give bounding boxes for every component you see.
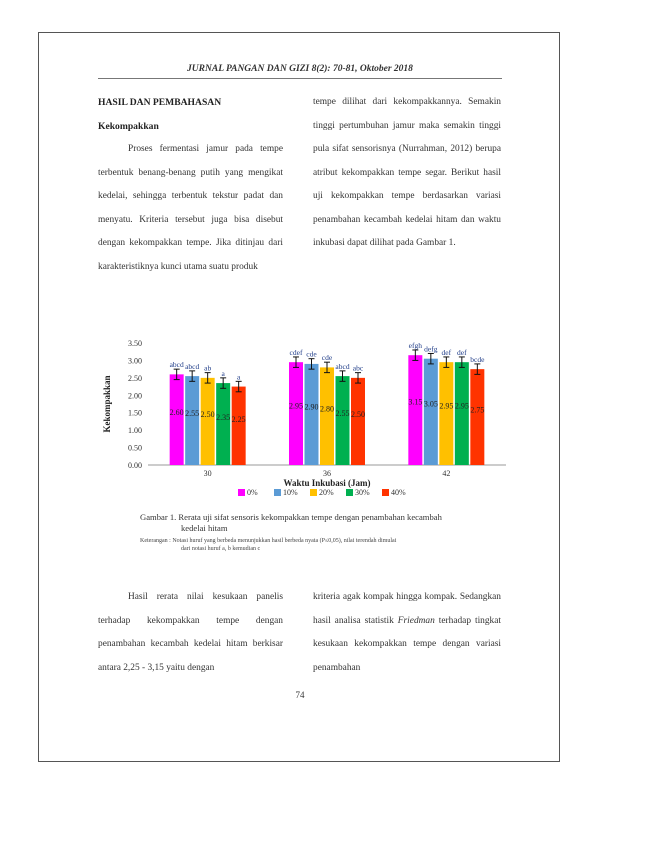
method-name: Friedman <box>397 615 435 626</box>
caption-line: Gambar 1. Rerata uji sifat sensoris kekompakkan tempe dengan penambahan kecambah <box>140 512 442 522</box>
data-label: 2.90 <box>304 402 319 412</box>
bar-10pct-36 <box>305 364 319 465</box>
body-paragraph <box>313 586 501 680</box>
y-tick-label: 1.50 <box>128 408 142 418</box>
legend-label: 10% <box>283 488 298 497</box>
bar-40pct-42 <box>470 369 484 465</box>
y-tick-label: 0.50 <box>128 443 142 453</box>
header-rule <box>98 78 502 79</box>
legend-label: 0% <box>247 488 258 497</box>
paragraph-text: terhadap tingkat kesukaan kekompakkan tempe dengan variasi penambahan <box>313 615 502 673</box>
data-label: 2.50 <box>351 410 365 420</box>
bar-10pct-42 <box>424 359 438 465</box>
notation-letter: cde <box>321 353 333 363</box>
legend-swatch <box>346 489 353 496</box>
notation-letter: efgh <box>408 340 422 350</box>
notation-letter: ab <box>204 363 212 373</box>
legend-label: 40% <box>391 488 406 497</box>
data-label: 2.95 <box>289 401 303 411</box>
legend-swatch <box>310 489 317 496</box>
legend-swatch <box>382 489 389 496</box>
figure-note <box>140 537 500 553</box>
data-label: 2.50 <box>200 410 215 420</box>
x-tick-label: 36 <box>323 469 331 478</box>
bar-40pct-30 <box>232 387 246 465</box>
figure-caption <box>140 512 500 534</box>
subsection-title: Kekompakkan <box>98 120 159 132</box>
notation-letter: def <box>457 347 467 357</box>
caption-line: kedelai hitam <box>181 523 228 533</box>
right-column <box>313 91 501 256</box>
data-label: 2.95 <box>439 401 454 411</box>
right-column-continued <box>313 586 501 680</box>
notation-letter: a <box>236 372 241 382</box>
notation-letter: defg <box>424 344 438 354</box>
data-label: 2.25 <box>231 414 246 424</box>
data-label: 2.80 <box>320 404 334 414</box>
data-label: 2.35 <box>216 412 231 422</box>
x-tick-label: 42 <box>442 469 451 478</box>
bar-30pct-36 <box>336 376 350 465</box>
bar-40pct-36 <box>351 378 365 465</box>
paragraph-text: kriteria agak kompak hingga kompak. Sedangkan hasil analisa statistik <box>313 592 501 626</box>
notation-letter: cdef <box>289 347 303 357</box>
note-line: Keterangan : Notasi huruf yang berbeda menunjukkan hasil berbeda nyata (P≤0,05), nilai terendah dimulai <box>140 538 397 544</box>
bar-30pct-42 <box>455 362 469 465</box>
legend-swatch <box>238 489 245 496</box>
bar-chart <box>96 335 516 503</box>
y-tick-label: 3.50 <box>128 339 142 348</box>
data-label: 2.55 <box>185 409 200 419</box>
notation-letter: abcd <box>335 361 350 371</box>
data-label: 2.60 <box>169 408 184 418</box>
y-axis-label: Kekompakkan <box>102 375 112 433</box>
notation-letter: cde <box>306 349 317 359</box>
notation-letter: a <box>221 368 225 378</box>
bar-10pct-30 <box>185 376 199 465</box>
legend-swatch <box>274 489 281 496</box>
bar-0pct-42 <box>408 355 422 465</box>
legend-label: 20% <box>319 488 334 497</box>
bar-0pct-36 <box>289 362 303 465</box>
page-number: 74 <box>295 690 305 700</box>
y-tick-label: 1.00 <box>128 426 142 436</box>
bar-20pct-42 <box>439 362 453 465</box>
data-label: 2.95 <box>454 401 469 411</box>
data-label: 2.55 <box>335 409 350 419</box>
journal-header: JURNAL PANGAN DAN GIZI 8(2): 70-81, Oktober 2018 <box>187 64 413 74</box>
data-label: 2.75 <box>470 405 485 415</box>
x-tick-label: 30 <box>203 469 212 478</box>
body-paragraph: Hasil rerata nilai kesukaan panelis terhadap kekompakkan tempe dengan penambahan kecambah kedelai hitam berkisar antara 2,25 - 3,15 yaitu dengan <box>98 592 283 673</box>
data-label: 3.15 <box>408 397 423 407</box>
notation-letter: abcd <box>169 360 184 370</box>
section-title: HASIL DAN PEMBAHASAN <box>98 97 222 108</box>
notation-letter: bcde <box>470 354 485 364</box>
bar-20pct-36 <box>320 367 334 465</box>
left-column-continued <box>98 586 283 680</box>
left-column <box>98 91 283 279</box>
bar-0pct-30 <box>170 374 184 465</box>
y-tick-label: 2.00 <box>128 391 142 401</box>
bar-20pct-30 <box>201 378 215 465</box>
y-tick-label: 3.00 <box>128 356 142 366</box>
y-tick-label: 2.50 <box>128 373 142 383</box>
body-paragraph: tempe dilihat dari kekompakkannya. Semakin tinggi pertumbuhan jamur maka semakin tinggi pula sifat sensorisnya (Nurrahman, 2012) berupa atribut kekompakkan tempe segar. Berikut hasil uji kekompakkan tempe berdasarkan variasi penambahan kecambah kedelai hitam dan waktu inkubasi dapat dilihat pada Gambar 1. <box>313 97 501 248</box>
notation-letter: abc <box>352 363 364 373</box>
notation-letter: def <box>441 347 452 357</box>
data-label: 3.05 <box>423 399 438 409</box>
body-paragraph: Proses fermentasi jamur pada tempe terbentuk benang-benang putih yang mengikat kedelai, sehingga terbentuk tekstur padat dan menyatu. Kriteria tersebut juga bisa disebut dengan kekompakkan tempe. Jika ditinjau dari karakteristiknya kunci utama suatu produk <box>98 144 283 272</box>
x-axis-label: Waktu Inkubasi (Jam) <box>283 478 371 488</box>
legend-label: 30% <box>355 488 370 497</box>
notation-letter: abcd <box>185 361 200 371</box>
note-line: dari notasi huruf a, b kemudian c <box>181 546 261 552</box>
y-tick-label: 0.00 <box>128 461 142 470</box>
bar-30pct-30 <box>216 383 230 465</box>
